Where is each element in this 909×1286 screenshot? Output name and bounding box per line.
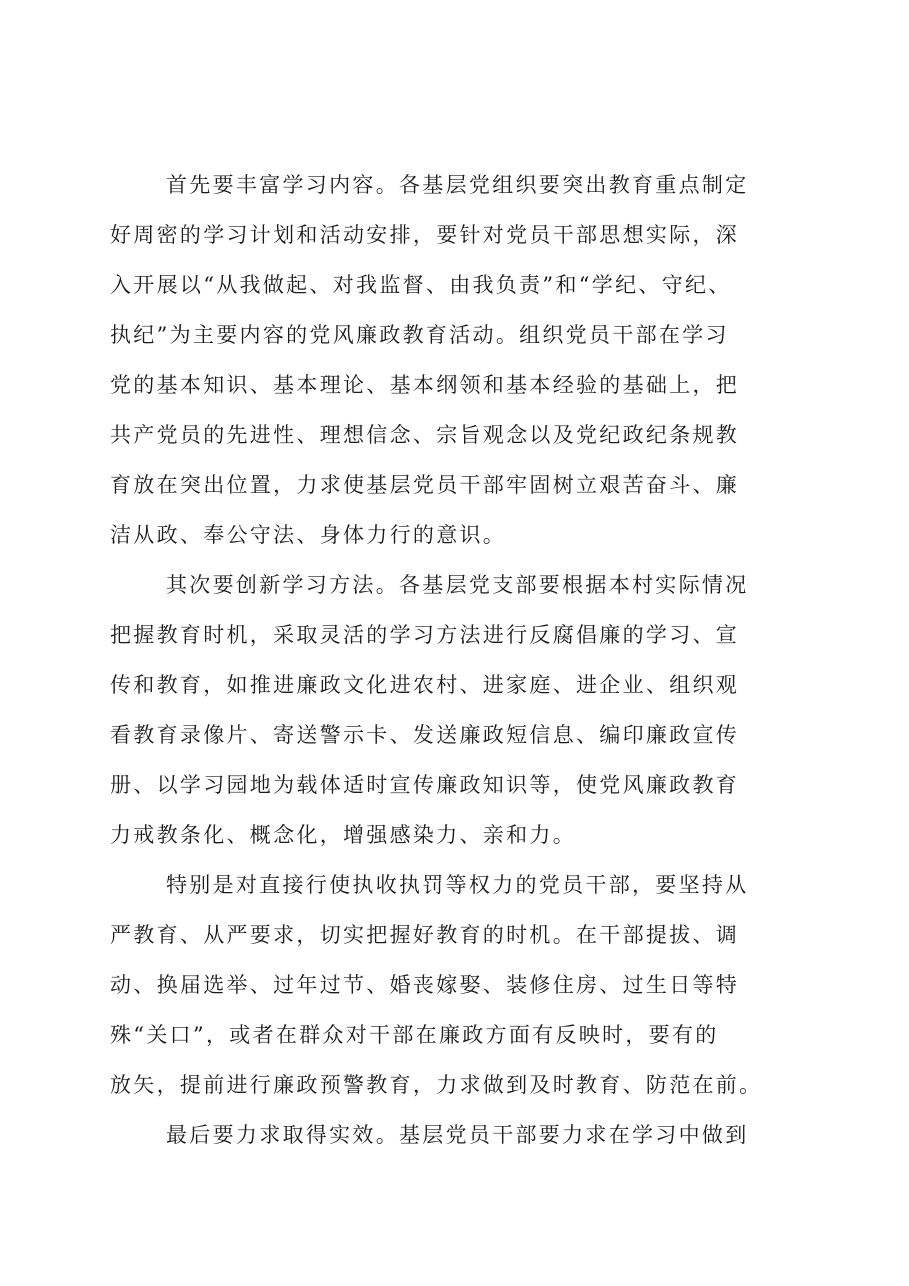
paragraph-line: 册、以学习园地为载体适时宣传廉政知识等，使党风廉政教育: [110, 773, 740, 797]
paragraph-line: 特别是对直接行使执收执罚等权力的党员干部，要坚持从: [166, 873, 749, 897]
paragraph-line: 动、换届选举、过年过节、婚丧嫁娶、装修住房、过生日等特: [110, 973, 740, 997]
paragraph-line: 放矢，提前进行廉政预警教育，力求做到及时教育、防范在前。: [110, 1073, 763, 1097]
paragraph-line: 传和教育，如推进廉政文化进农村、进家庭、进企业、组织观: [110, 673, 740, 697]
paragraph-line: 共产党员的先进性、理想信念、宗旨观念以及党纪政纪条规教: [110, 423, 740, 447]
paragraph-line: 其次要创新学习方法。各基层党支部要根据本村实际情况: [166, 573, 749, 597]
paragraph-line: 首先要丰富学习内容。各基层党组织要突出教育重点制定: [166, 173, 749, 197]
paragraph-line: 看教育录像片、寄送警示卡、发送廉政短信息、编印廉政宣传: [110, 723, 740, 747]
paragraph-line: 殊“关口”，或者在群众对干部在廉政方面有反映时，要有的: [110, 1023, 719, 1047]
paragraph-2: [110, 560, 810, 860]
paragraph-line: 入开展以“从我做起、对我监督、由我负责”和“学纪、守纪、: [110, 273, 732, 297]
paragraph-line: 严教育、从严要求，切实把握好教育的时机。在干部提拔、调: [110, 923, 740, 947]
paragraph-line: 把握教育时机，采取灵活的学习方法进行反腐倡廉的学习、宣: [110, 623, 740, 647]
paragraph-line: 力戒教条化、概念化，增强感染力、亲和力。: [110, 823, 576, 847]
paragraph-3: [110, 860, 810, 1110]
paragraph-4: [110, 1110, 810, 1160]
paragraph-line: 最后要力求取得实效。基层党员干部要力求在学习中做到: [166, 1123, 749, 1147]
paragraph-line: 好周密的学习计划和活动安排，要针对党员干部思想实际，深: [110, 223, 740, 247]
paragraph-line: 洁从政、奉公守法、身体力行的意识。: [110, 523, 507, 547]
paragraph-1: [110, 160, 810, 560]
document-body: [110, 160, 810, 1160]
paragraph-line: 育放在突出位置，力求使基层党员干部牢固树立艰苦奋斗、廉: [110, 473, 740, 497]
paragraph-line: 执纪”为主要内容的党风廉政教育活动。组织党员干部在学习: [110, 323, 729, 347]
paragraph-line: 党的基本知识、基本理论、基本纲领和基本经验的基础上，把: [110, 373, 740, 397]
